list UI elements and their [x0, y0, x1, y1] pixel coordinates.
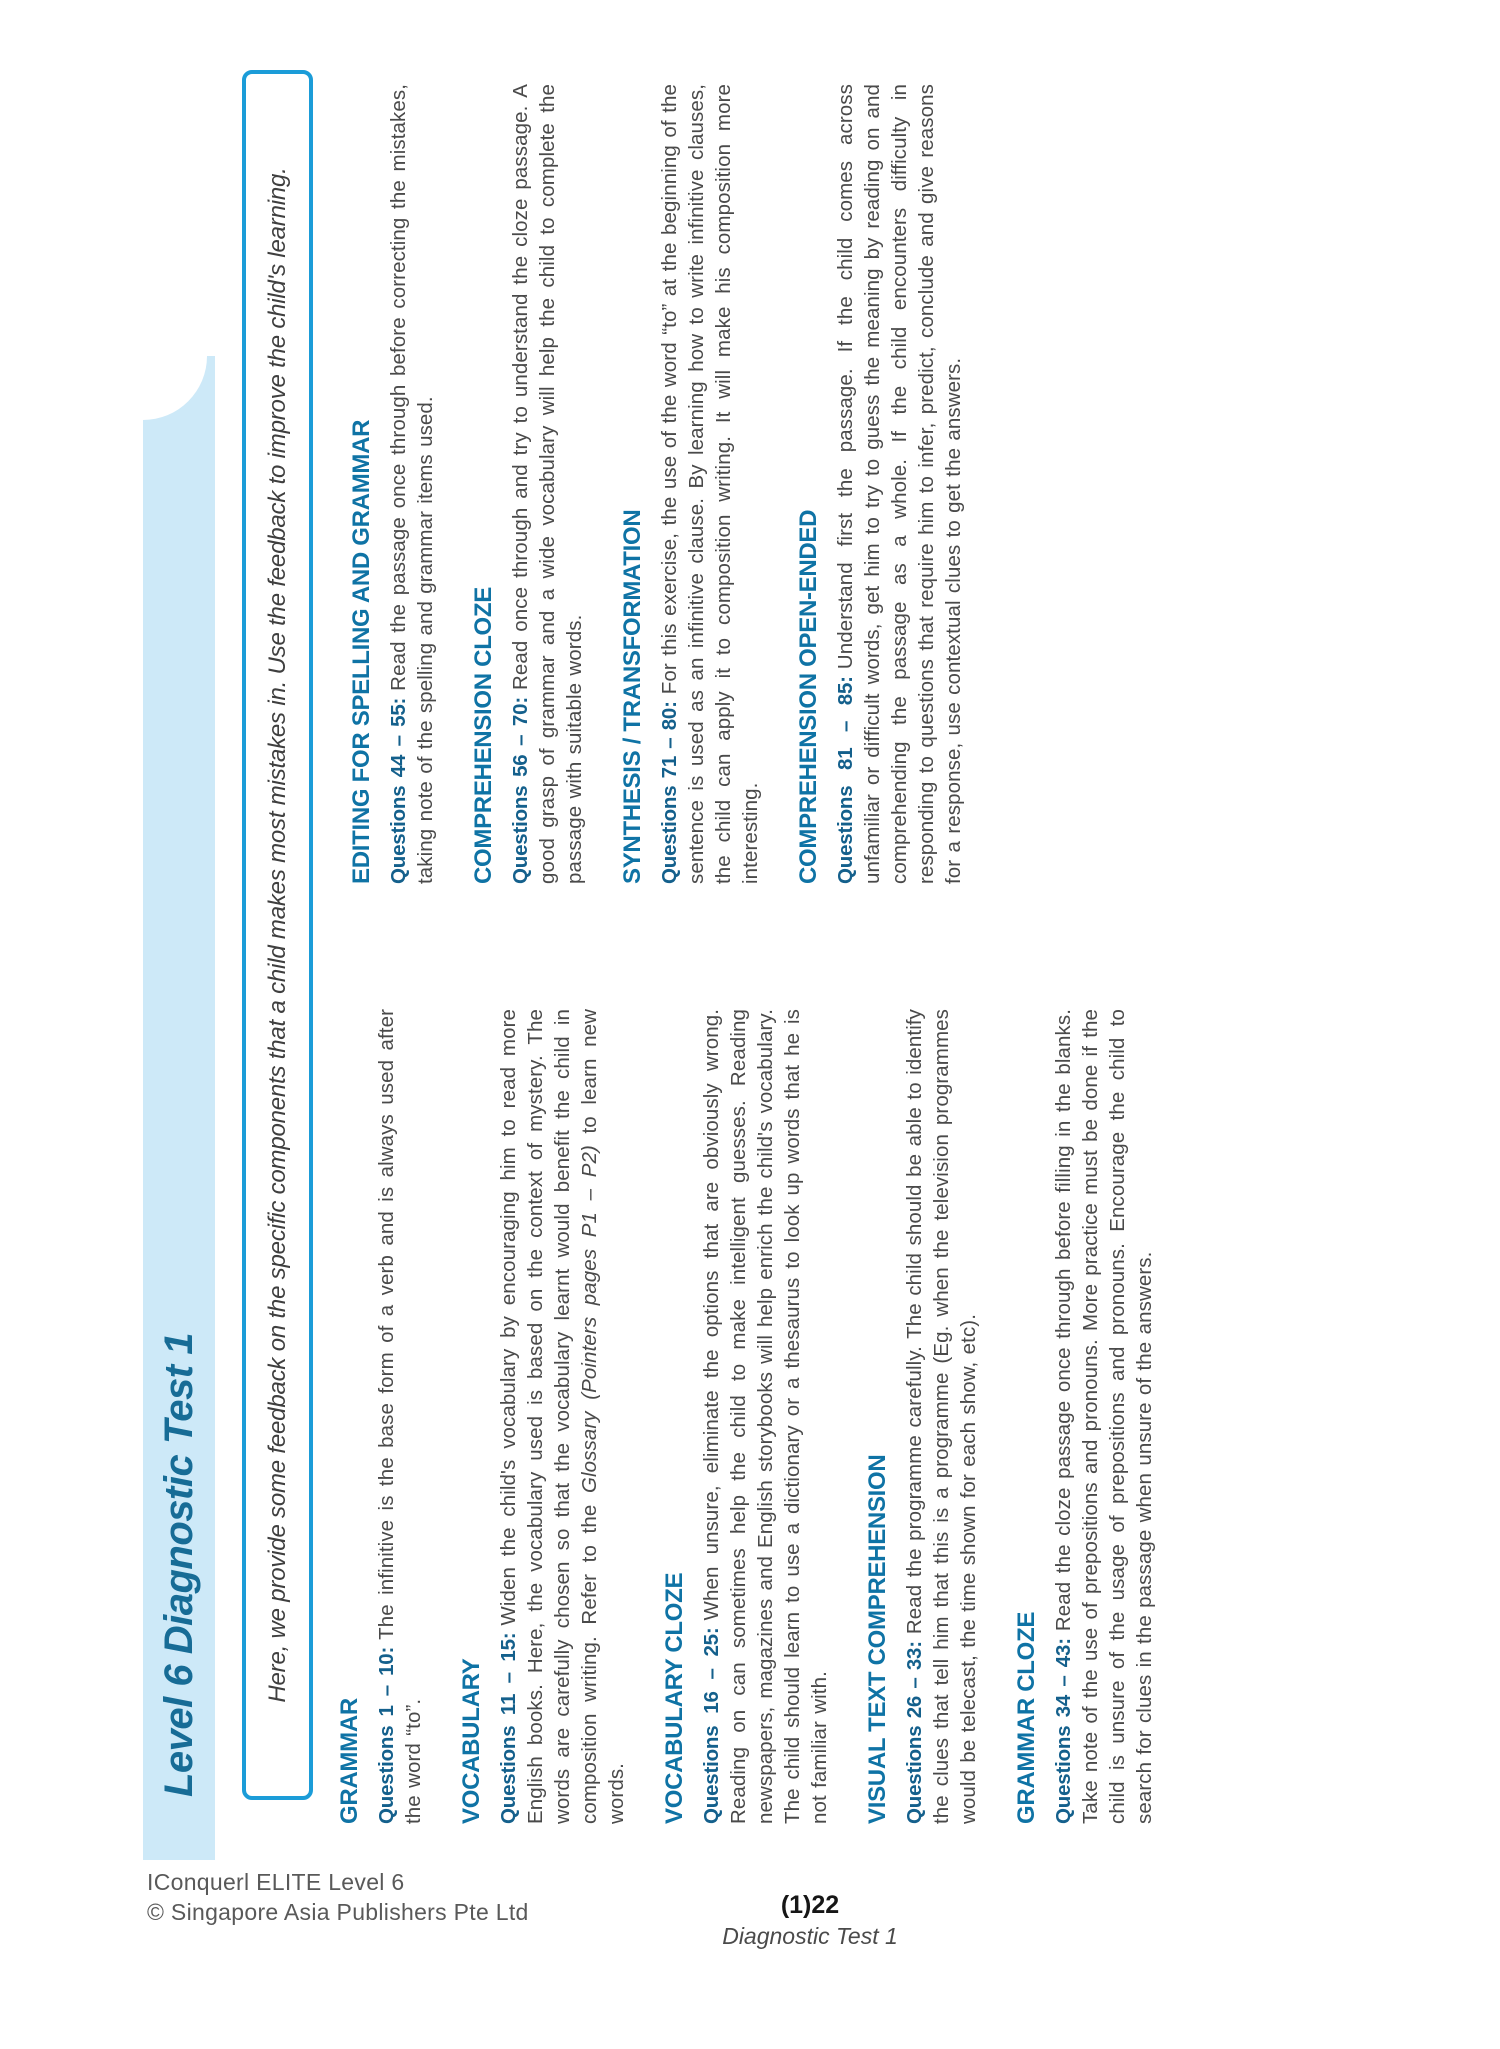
section-text: Understand first the passage. If the child comes across unfamiliar or difficult words, get him to try to guess the meaning by reading on and comprehending the passage as a whole. If the child encounters difficulty in responding to questions that require him to infer, predict, conclude and give reasons for a response, use contextual clues to get the answers. — [834, 84, 965, 884]
question-range-label: Questions 11 – 15: — [497, 1632, 520, 1824]
section-header: COMPREHENSION OPEN-ENDED — [795, 509, 822, 884]
section-text: Read the passage once through before correcting the mistakes, taking note of the spelling and grammar items used. — [387, 84, 437, 884]
footer-imprint-line2: © Singapore Asia Publishers Pte Ltd — [147, 1899, 529, 1925]
section-grammar-cloze — [1013, 1009, 1158, 1824]
section-paragraph — [698, 1009, 833, 1824]
question-range-label: Questions 26 – 33: — [903, 1641, 926, 1824]
intro-box — [242, 70, 313, 1800]
section-text-italic: Glossary (Pointers pages P1 – P2) — [578, 1145, 601, 1494]
section-text: Read once through and try to understand the cloze passage. A good grasp of grammar and a wide vocabulary will help the child to complete the passage with suitable words. — [509, 84, 586, 884]
question-range-label: Questions 16 – 25: — [700, 1627, 723, 1824]
question-range-label: Questions 34 – 43: — [1052, 1638, 1075, 1824]
section-header: GRAMMAR CLOZE — [1013, 1611, 1040, 1824]
section-paragraph — [385, 84, 439, 884]
section-paragraph — [1050, 1009, 1158, 1824]
column-left — [336, 1009, 1189, 1824]
question-range-label: Questions 44 – 55: — [387, 697, 410, 884]
section-paragraph — [507, 84, 588, 884]
section-text: The infinitive is the base form of a verb and is always used after the word “to”. — [375, 1009, 425, 1824]
section-comprehension-open-ended — [795, 84, 967, 884]
section-paragraph — [495, 1009, 630, 1824]
section-paragraph — [901, 1009, 982, 1824]
section-editing-spelling-grammar — [348, 84, 439, 884]
question-range-label: Questions 1 – 10: — [375, 1646, 398, 1824]
section-header: VOCABULARY CLOZE — [661, 1572, 688, 1824]
section-vocabulary-cloze — [661, 1009, 833, 1824]
question-range-label: Questions 81 – 85: — [834, 676, 857, 884]
footer-page-label: Diagnostic Test 1 — [722, 1923, 898, 1949]
section-text: Read the cloze passage once through before filling in the blanks. Take note of the use of prepositions and pronouns. More practice must be done if the child is unsure of the usage of prepositions and pronouns. Encourage the child to search for clues in the passage when unsure of the answers. — [1052, 1009, 1156, 1824]
section-header: GRAMMAR — [336, 1698, 363, 1824]
question-range-label: Questions 71 – 80: — [658, 701, 681, 884]
footer-imprint-line1: IConquerl ELITE Level 6 — [147, 1869, 405, 1895]
section-header: SYNTHESIS / TRANSFORMATION — [619, 509, 646, 884]
section-text: Read the programme carefully. The child should be able to identify the clues that tell him that this is a programme (Eg. when the television programmes would be telecast, the time shown for each show, etc). — [903, 1008, 980, 1824]
section-paragraph — [832, 84, 967, 884]
column-right — [348, 84, 998, 884]
section-visual-text-comprehension — [864, 1009, 982, 1824]
section-vocabulary — [458, 1009, 630, 1824]
section-text: Widen the child's vocabulary by encouraging him to read more English books. Here, the vocabulary used is based on the context of mystery. The words are carefully chosen so that the vocabulary learnt would benefit the child in composition writing. Refer to the — [497, 1009, 601, 1824]
section-paragraph — [656, 84, 764, 884]
footer-center — [640, 1890, 980, 1951]
section-comprehension-cloze — [470, 84, 588, 884]
page-title: Level 6 Diagnostic Test 1 — [157, 1333, 201, 1797]
section-grammar — [336, 1009, 427, 1824]
section-text: to learn new words. — [578, 1009, 628, 1824]
section-header: EDITING FOR SPELLING AND GRAMMAR — [348, 419, 375, 884]
section-synthesis-transformation — [619, 84, 764, 884]
section-header: VOCABULARY — [458, 1658, 485, 1824]
section-header: VISUAL TEXT COMPREHENSION — [864, 1454, 891, 1824]
banner-curve-flourish — [143, 354, 215, 420]
footer-imprint — [147, 1867, 529, 1927]
question-range-label: Questions 56 – 70: — [509, 697, 532, 884]
section-text: When unsure, eliminate the options that are obviously wrong. Reading on can sometimes help the child to make intelligent guesses. Reading newspapers, magazines and English storybooks will help enrich the child's vocabulary. The child should learn to use a dictionary or a thesaurus to look up words that he is not familiar with. — [700, 1008, 831, 1824]
section-paragraph — [373, 1009, 427, 1824]
section-text: For this exercise, the use of the word “to” at the beginning of the sentence is used as an infinitive clause. By learning how to write infinitive clauses, the child can apply it to composition writing. It will make his composition more interesting. — [658, 84, 762, 884]
intro-text: Here, we provide some feedback on the specific components that a child makes most mistakes in. Use the feedback to improve the child's learning. — [263, 167, 291, 1703]
footer-page-number: (1)22 — [780, 1891, 840, 1919]
section-header: COMPREHENSION CLOZE — [470, 587, 497, 884]
